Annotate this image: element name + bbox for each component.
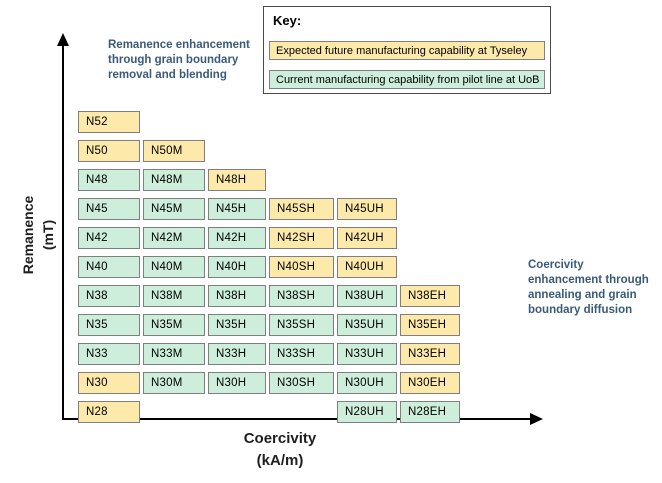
grade-cell-n35sh: N35SH: [269, 314, 334, 336]
x-axis-arrow-icon: [530, 413, 543, 425]
grade-cell-n40h: N40H: [208, 256, 266, 278]
grade-cell-n42sh: N42SH: [269, 227, 334, 249]
grade-cell-n38: N38: [78, 285, 140, 307]
grade-cell-n48: N48: [78, 169, 140, 191]
grade-cell-n33uh: N33UH: [337, 343, 397, 365]
x-axis-label: [180, 428, 380, 472]
grade-cell-n48h: N48H: [208, 169, 266, 191]
grade-cell-n50: N50: [78, 140, 140, 162]
grade-cell-n48m: N48M: [143, 169, 205, 191]
grade-cell-n33h: N33H: [208, 343, 266, 365]
grade-cell-n30m: N30M: [143, 372, 205, 394]
grade-cell-n30: N30: [78, 372, 140, 394]
grade-cell-n35h: N35H: [208, 314, 266, 336]
grade-cell-n35eh: N35EH: [400, 314, 460, 336]
y-axis-label-line2: (mT): [40, 219, 56, 251]
y-axis-label: [18, 175, 58, 295]
grade-cell-n38m: N38M: [143, 285, 205, 307]
grade-cell-n45h: N45H: [208, 198, 266, 220]
grade-cell-n30eh: N30EH: [400, 372, 460, 394]
grade-cell-n40sh: N40SH: [269, 256, 334, 278]
grade-cell-n40m: N40M: [143, 256, 205, 278]
grade-cell-n42m: N42M: [143, 227, 205, 249]
grade-cell-n40uh: N40UH: [337, 256, 397, 278]
annotation-coercivity: Coercivity enhancement through annealing and grain boundary diffusion: [528, 259, 649, 316]
grade-cell-n45sh: N45SH: [269, 198, 334, 220]
grade-cell-n52: N52: [78, 111, 140, 133]
key-legend-item-current: Current manufacturing capability from pilot line at UoB: [269, 70, 545, 89]
grade-cell-n38uh: N38UH: [337, 285, 397, 307]
grade-cell-n28: N28: [78, 401, 140, 423]
grade-cell-n42: N42: [78, 227, 140, 249]
grade-cell-n45: N45: [78, 198, 140, 220]
grade-cell-n38h: N38H: [208, 285, 266, 307]
grade-cell-n35: N35: [78, 314, 140, 336]
key-title: Key:: [273, 13, 302, 28]
grade-cell-n28uh: N28UH: [337, 401, 397, 423]
grade-cell-n33sh: N33SH: [269, 343, 334, 365]
y-axis-line: [62, 45, 64, 420]
grade-cell-n33eh: N33EH: [400, 343, 460, 365]
grade-cell-n45m: N45M: [143, 198, 205, 220]
y-axis-label-line1: Remanence: [20, 195, 36, 275]
grade-cell-n33m: N33M: [143, 343, 205, 365]
grade-cell-n30sh: N30SH: [269, 372, 334, 394]
annotation-remanence: Remanence enhancement through grain boundary removal and blending: [108, 39, 250, 81]
y-axis-arrow-icon: [57, 33, 69, 46]
grade-cell-n35uh: N35UH: [337, 314, 397, 336]
grade-cell-n33: N33: [78, 343, 140, 365]
grade-cell-n35m: N35M: [143, 314, 205, 336]
grade-cell-n50m: N50M: [143, 140, 205, 162]
grade-cell-n28eh: N28EH: [400, 401, 460, 423]
grade-cell-n42h: N42H: [208, 227, 266, 249]
grade-cell-n38sh: N38SH: [269, 285, 334, 307]
grade-cell-n30h: N30H: [208, 372, 266, 394]
x-axis-label-line1: Coercivity: [243, 430, 317, 447]
grade-cell-n42uh: N42UH: [337, 227, 397, 249]
grade-cell-n30uh: N30UH: [337, 372, 397, 394]
grade-cell-n38eh: N38EH: [400, 285, 460, 307]
key-legend-item-future: Expected future manufacturing capability at Tyseley: [269, 41, 545, 60]
grade-cell-n40: N40: [78, 256, 140, 278]
x-axis-label-line2: (kA/m): [256, 452, 304, 469]
grade-cell-n45uh: N45UH: [337, 198, 397, 220]
